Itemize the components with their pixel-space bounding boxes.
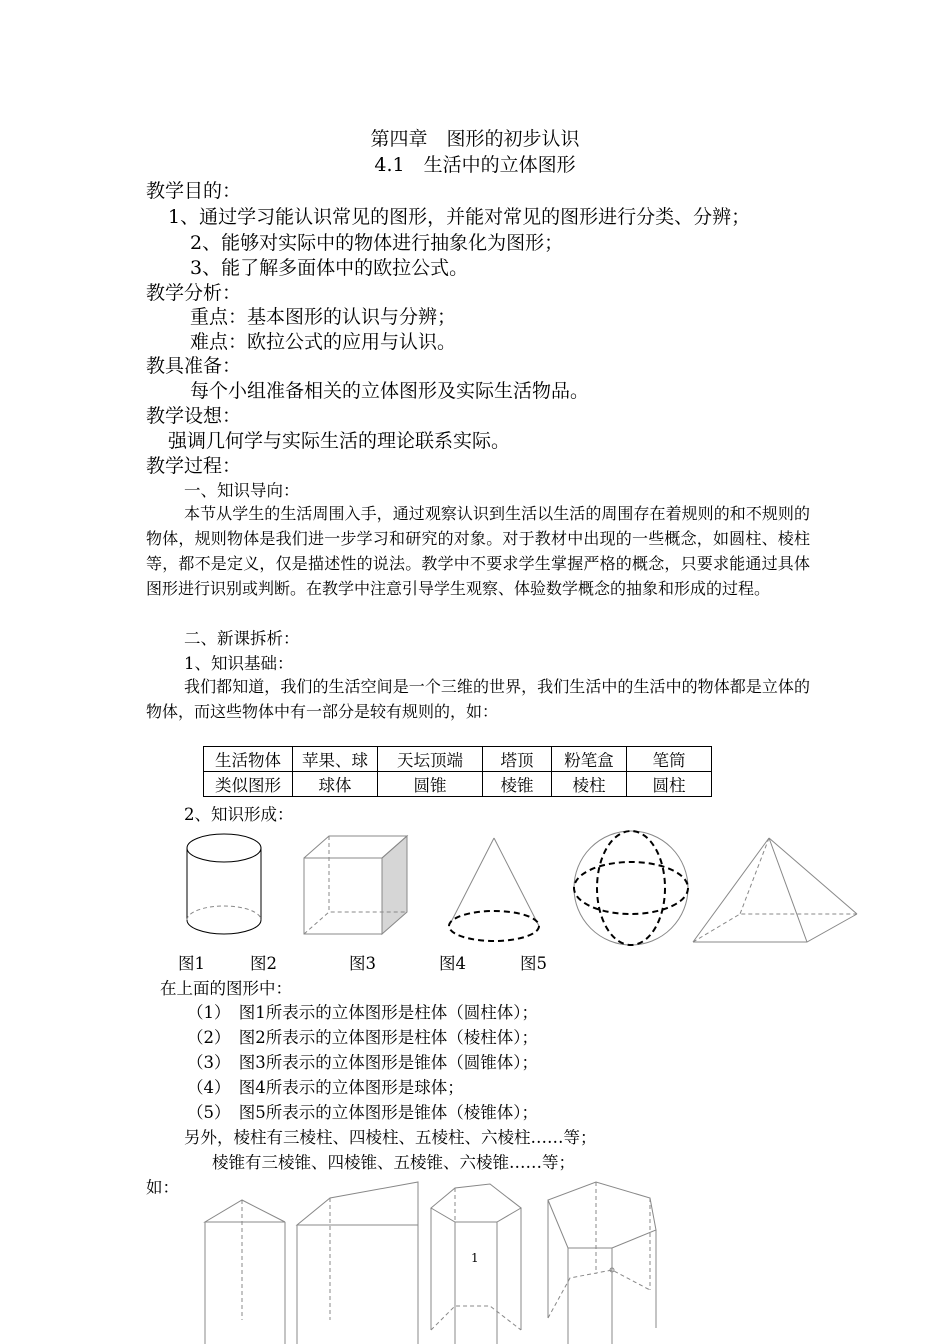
observation-item: （5） 图5所表示的立体图形是锥体（棱锥体）； bbox=[187, 1103, 538, 1122]
observations-intro: 在上面的图形中： bbox=[160, 979, 292, 998]
design-text: 强调几何学与实际生活的理论联系实际。 bbox=[168, 430, 511, 452]
figure-caption: 图4 bbox=[439, 954, 466, 973]
example-label: 如： bbox=[146, 1178, 179, 1197]
formation-heading: 2、知识形成： bbox=[184, 805, 294, 824]
table-cell: 粉笔盒 bbox=[552, 747, 627, 772]
basis-text: 我们都知道，我们的生活空间是一个三维的世界，我们生活中的生活中的物体都是立体的物体，而这些物体中有一部分是较有规则的，如： bbox=[146, 677, 810, 721]
analysis-key: 重点：基本图形的认识与分辨； bbox=[190, 306, 457, 328]
table-cell: 苹果、球 bbox=[293, 747, 378, 772]
prisms-figure bbox=[0, 1170, 950, 1344]
pentagonal-prism-shape bbox=[431, 1184, 521, 1344]
table-cell: 塔顶 bbox=[483, 747, 552, 772]
chapter-title: 第四章 图形的初步认识 bbox=[370, 128, 580, 150]
quadrilateral-prism-shape bbox=[297, 1182, 418, 1344]
figure-label: 1 bbox=[471, 1251, 479, 1265]
cone-shape bbox=[449, 838, 539, 941]
objectives-heading: 教学目的： bbox=[146, 180, 242, 202]
analysis-heading: 教学分析： bbox=[146, 282, 242, 304]
table-cell: 圆柱 bbox=[627, 772, 712, 797]
part2-heading: 二、新课拆析： bbox=[184, 629, 300, 648]
objective-item: 2、能够对实际中的物体进行抽象化为图形； bbox=[190, 232, 564, 254]
objective-item: 3、能了解多面体中的欧拉公式。 bbox=[190, 257, 469, 279]
triangular-prism-shape bbox=[205, 1200, 285, 1344]
process-heading: 教学过程： bbox=[146, 455, 242, 477]
table-cell: 生活物体 bbox=[204, 747, 293, 772]
table-cell: 棱锥 bbox=[483, 772, 552, 797]
hexagonal-prism-shape bbox=[548, 1182, 656, 1344]
figure-caption: 图3 bbox=[349, 954, 376, 973]
cylinder-shape bbox=[187, 834, 261, 934]
observation-item: （1） 图1所表示的立体图形是柱体（圆柱体）； bbox=[187, 1003, 538, 1022]
observations-extra-pyramids: 棱锥有三棱锥、四棱锥、五棱锥、六棱锥……等； bbox=[212, 1153, 575, 1172]
observation-item: （2） 图2所表示的立体图形是柱体（棱柱体）； bbox=[187, 1028, 538, 1047]
figure-caption: 图1 bbox=[178, 954, 205, 973]
table-cell: 棱柱 bbox=[552, 772, 627, 797]
figure-caption: 图2 bbox=[250, 954, 277, 973]
sphere-shape bbox=[574, 831, 688, 945]
table-cell: 圆锥 bbox=[378, 772, 483, 797]
part1-heading: 一、知识导向： bbox=[184, 481, 300, 500]
materials-heading: 教具准备： bbox=[146, 355, 242, 377]
pyramid-shape bbox=[693, 838, 857, 942]
basis-heading: 1、知识基础： bbox=[184, 654, 294, 673]
objective-item: 1、通过学习能认识常见的图形，并能对常见的图形进行分类、分辨； bbox=[168, 206, 751, 228]
table-cell: 天坛顶端 bbox=[378, 747, 483, 772]
materials-text: 每个小组准备相关的立体图形及实际生活物品。 bbox=[190, 380, 590, 402]
observation-item: （3） 图3所表示的立体图形是锥体（圆锥体）； bbox=[187, 1053, 538, 1072]
design-heading: 教学设想： bbox=[146, 405, 242, 427]
part1-text: 本节从学生的生活周围入手，通过观察认识到生活以生活的周围存在着规则的和不规则的物体，规则物体是我们进一步学习和研究的对象。对于教材中出现的一些概念，如圆柱、棱柱等，都不是定义，仅是描述性的说法。教学中不要求学生掌握严格的概念，只要求能通过具体图形进行识别或判断。在教学中注意引导学生观察、体验数学概念的抽象和形成的过程。 bbox=[146, 504, 810, 598]
observations-extra-prisms: 另外，棱柱有三棱柱、四棱柱、五棱柱、六棱柱……等； bbox=[184, 1128, 597, 1147]
table-cell: 类似图形 bbox=[204, 772, 293, 797]
figure-caption: 图5 bbox=[520, 954, 547, 973]
analysis-difficulty: 难点：欧拉公式的应用与认识。 bbox=[190, 331, 457, 353]
observation-item: （4） 图4所表示的立体图形是球体； bbox=[187, 1078, 464, 1097]
table-cell: 笔筒 bbox=[627, 747, 712, 772]
section-title: 4.1 生活中的立体图形 bbox=[374, 154, 576, 176]
table-cell: 球体 bbox=[293, 772, 378, 797]
cube-shape bbox=[304, 836, 407, 934]
